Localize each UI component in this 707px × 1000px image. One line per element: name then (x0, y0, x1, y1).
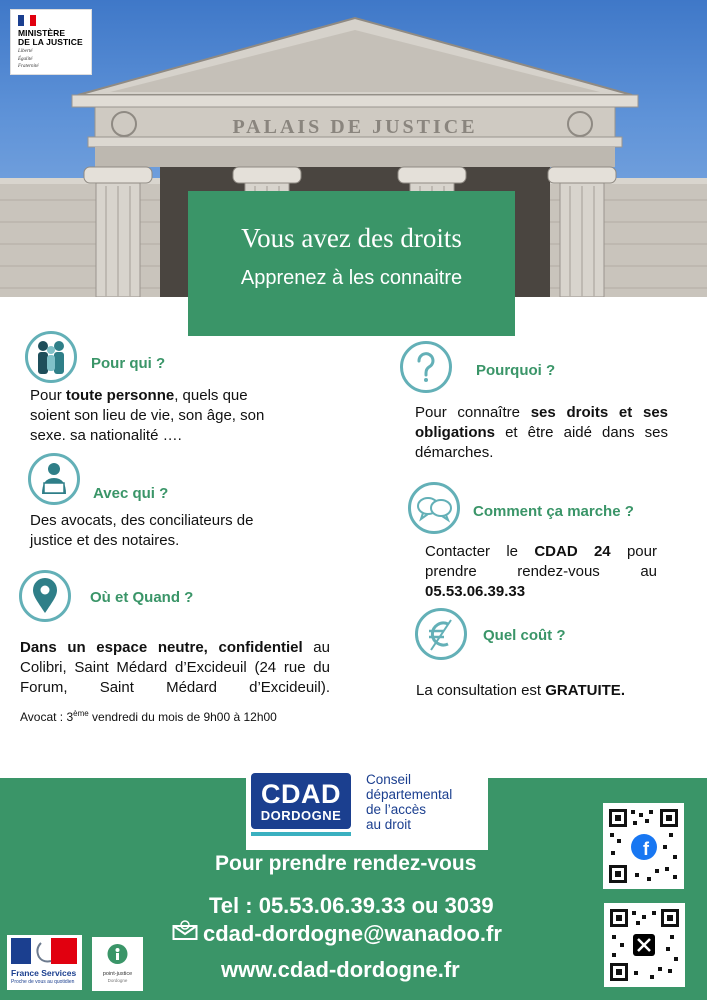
chat-bubbles-icon (408, 482, 460, 534)
marianne-icon (7, 935, 82, 967)
location-pin-icon (19, 570, 71, 622)
people-icon (25, 331, 77, 383)
comment-ca-marche-title: Comment ça marche ? (473, 503, 634, 520)
advisor-icon (28, 453, 80, 505)
french-flag-icon (18, 15, 36, 26)
ministry-of-justice-logo (10, 9, 92, 75)
ministry-name-line2: DE LA JUSTICE (18, 37, 83, 47)
headline-title: Vous avez des droits (241, 223, 462, 253)
pourquoi-text: Pour connaître ses droits et ses obligations et être aidé dans ses démarches. (415, 404, 669, 461)
point-justice-label: point-justice (102, 971, 133, 977)
cdad-dordogne-logo (246, 770, 488, 850)
email-link[interactable]: cdad-dordogne@wanadoo.fr (203, 921, 502, 946)
facebook-qr-code[interactable] (603, 803, 684, 889)
pour-qui-text: Pour toute personne, quels que soient son lieu de vie, son âge, son sexe. sa nationalité …. (30, 387, 265, 444)
headline-subtitle: Apprenez à les connaitre (240, 267, 463, 289)
website-link[interactable]: www.cdad-dordogne.fr (221, 957, 460, 982)
motto-egalite: Égalité (18, 56, 33, 62)
ou-quand-title: Où et Quand ? (90, 589, 194, 606)
france-services-tagline: Proche de vous au quotidien (11, 979, 75, 985)
point-justice-logo (92, 937, 143, 991)
euro-icon (415, 608, 467, 660)
quel-cout-text: La consultation est GRATUITE. (416, 682, 625, 699)
conseil-departemental-label: Conseil départemental de l’accès au droit (366, 772, 453, 832)
point-justice-icon (92, 937, 143, 967)
cdad-logo-dordogne: DORDOGNE (260, 808, 342, 823)
headline-box (188, 191, 515, 336)
france-services-label: France Services (11, 968, 77, 978)
question-icon (400, 341, 452, 393)
quel-cout-title: Quel coût ? (483, 627, 566, 644)
envelope-icon (172, 920, 198, 940)
motto-fraternite: Fraternité (18, 64, 39, 69)
point-justice-sublabel: Dordogne (107, 978, 128, 983)
cdad-logo-cdad: CDAD (261, 779, 341, 809)
avec-qui-text: Des avocats, des conciliateurs de justice et des notaires. (30, 512, 254, 549)
avocat-schedule: Avocat : 3ème vendredi du mois de 9h00 à 12h00 (20, 709, 277, 724)
pourquoi-title: Pourquoi ? (476, 362, 556, 379)
comment-ca-marche-text: Contacter le CDAD 24 pour prendre rendez-vous au 05.53.06.39.33 (425, 543, 657, 600)
ministry-name-line1: MINISTÈRE (18, 28, 66, 38)
motto-liberte: Liberté (18, 49, 33, 54)
x-twitter-qr-code[interactable] (604, 903, 685, 987)
svg-text:f: f (643, 839, 649, 859)
palais-inscription: PALAIS DE JUSTICE (232, 116, 478, 138)
france-services-logo (7, 935, 82, 990)
phone-contact[interactable]: Tel : 05.53.06.39.33 ou 3039 (209, 893, 494, 918)
avec-qui-title: Avec qui ? (93, 485, 169, 502)
pour-qui-title: Pour qui ? (91, 355, 166, 372)
ou-quand-text: Dans un espace neutre, confidentiel au Colibri, Saint Médard d’Excideuil (24 rue du Forum, Saint Médard d’Excideuil). (20, 639, 330, 696)
rdv-label: Pour prendre rendez-vous (215, 852, 477, 875)
